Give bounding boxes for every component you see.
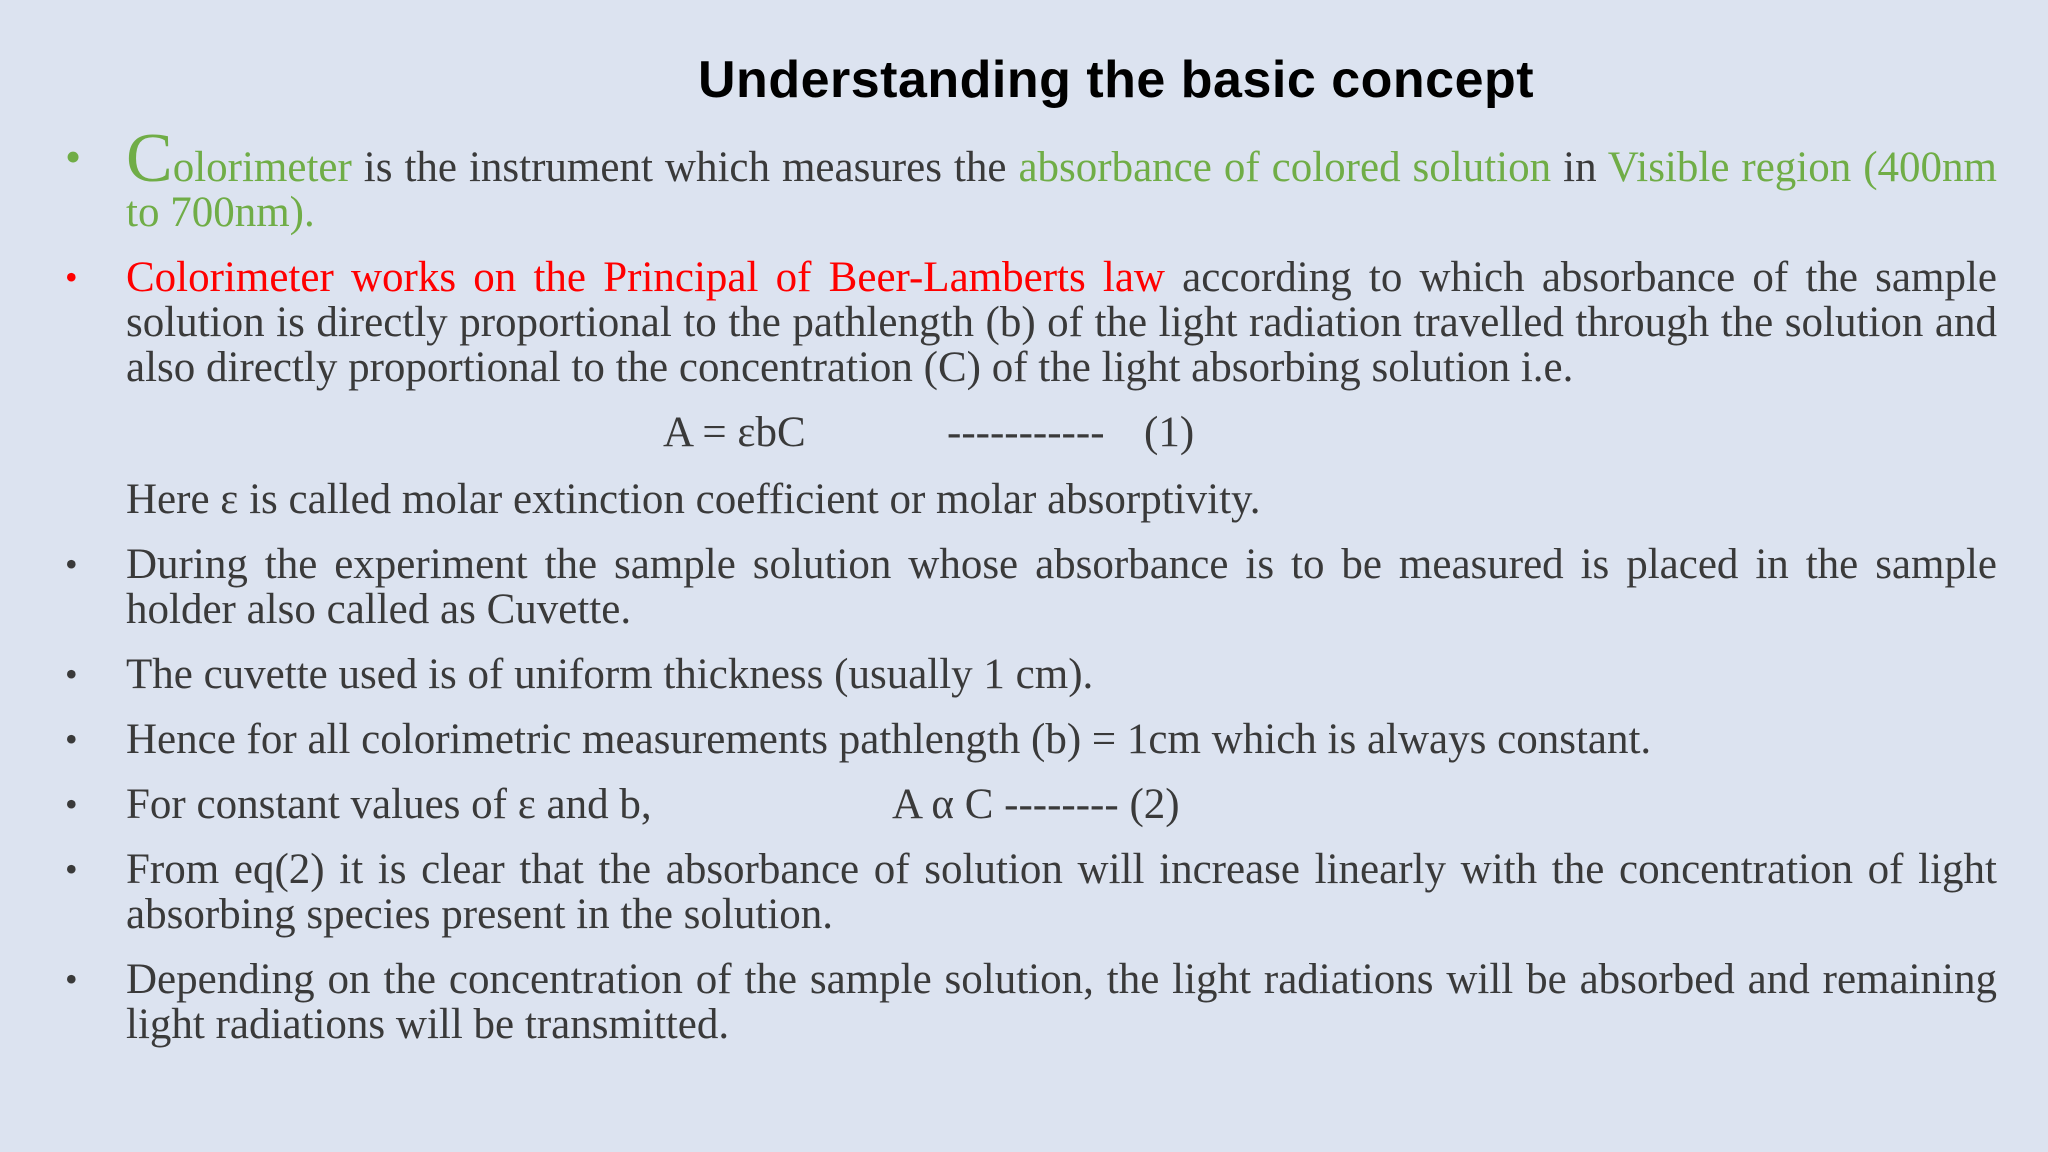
bullet-icon: • xyxy=(65,544,78,584)
highlight-principle: Colorimeter works on the Principal of Beer-Lamberts law xyxy=(126,254,1165,301)
bullet-item-thickness xyxy=(60,652,1997,697)
slide-content xyxy=(60,120,1997,1067)
bullet-text: During the experiment the sample solution whose absorbance is to be measured is placed in the sample holder also called as Cuvette. xyxy=(126,541,1997,633)
drop-cap: C xyxy=(126,120,173,197)
text-segment: in xyxy=(1551,144,1608,191)
equation-number: (1) xyxy=(1144,409,1195,456)
bullet-icon: • xyxy=(65,719,78,759)
bullet-item-linear-increase xyxy=(60,847,1997,937)
bullet-text: Depending on the concentration of the sample solution, the light radiations will be absorbed and remaining light radiations will be transmitted. xyxy=(126,956,1997,1048)
bullet-item-transmission xyxy=(60,957,1997,1047)
bullet-text: The cuvette used is of uniform thickness (usually 1 cm). xyxy=(126,651,1094,698)
bullet-icon: • xyxy=(65,784,78,824)
bullet-text: From eq(2) it is clear that the absorbance of solution will increase linearly with the concentration of light absorbing species present in the solution. xyxy=(126,846,1997,938)
bullet-icon: • xyxy=(65,257,78,297)
slide-title: Understanding the basic concept xyxy=(698,51,1535,109)
bullet-item-proportionality xyxy=(60,782,1997,827)
equation-2: A α C -------- (2) xyxy=(892,781,1180,828)
equation-dashes: ----------- xyxy=(947,409,1105,456)
bullet-text: For constant values of ε and b, xyxy=(126,781,652,828)
bullet-icon: • xyxy=(65,959,78,999)
bullet-text: Hence for all colorimetric measurements pathlength (b) = 1cm which is always constant. xyxy=(126,716,1652,763)
bullet-item-pathlength xyxy=(60,717,1997,762)
bullet-item-cuvette xyxy=(60,542,1997,632)
text-segment: is the instrument which measures the xyxy=(351,144,1019,191)
highlight-absorbance: absorbance of colored solution xyxy=(1018,144,1552,191)
equation-formula: A = εbC xyxy=(663,409,806,456)
bullet-icon: • xyxy=(65,654,78,694)
bullet-icon: • xyxy=(65,849,78,889)
bullet-item-beer-lambert xyxy=(60,255,1997,390)
bullet-icon: • xyxy=(65,131,82,182)
bullet-item-colorimeter-definition xyxy=(60,120,1997,236)
term-colorimeter: olorimeter xyxy=(172,144,352,191)
equation-1 xyxy=(60,410,1997,455)
note-molar-extinction: Here ε is called molar extinction coefficient or molar absorptivity. xyxy=(126,476,1261,523)
text-segment: according to which absorbance of the sample solution is directly proportional to the pathlength (b) of the light radiation travelled through the solution and also directly proportional to the concentration (C) of the light absorbing solution i.e. xyxy=(126,254,1997,391)
highlight-visible-region: Visible region (400nm to 700nm). xyxy=(126,144,1997,236)
